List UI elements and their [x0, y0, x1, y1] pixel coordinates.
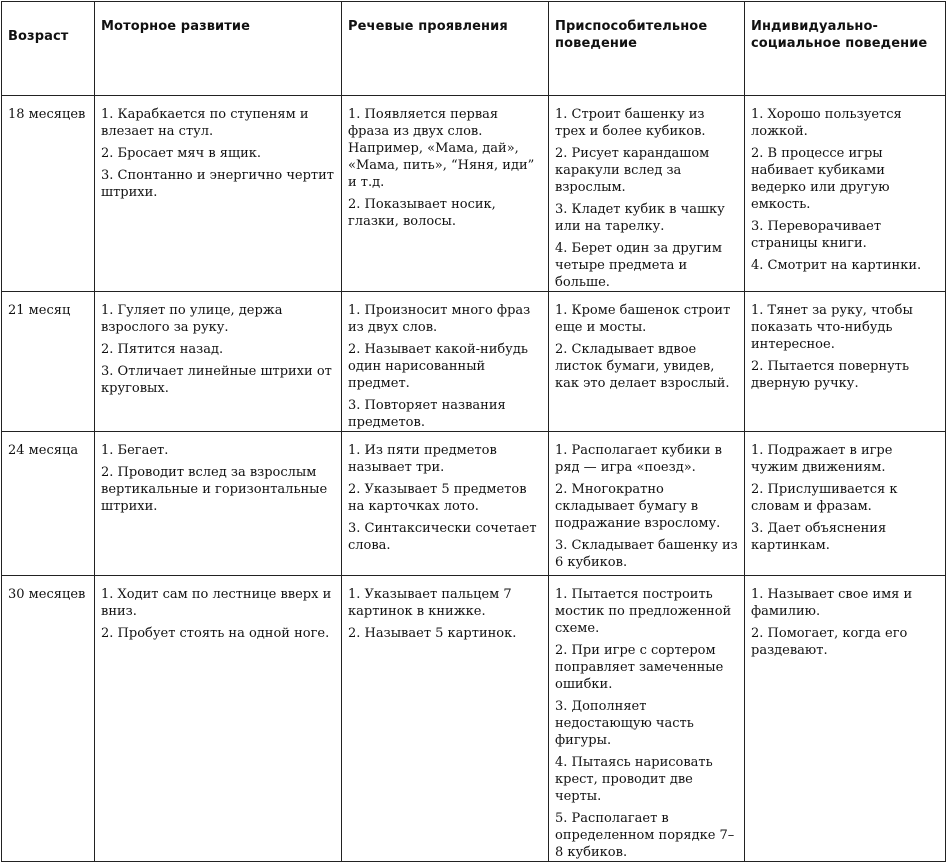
speech-cell: [342, 292, 549, 432]
list-item: 4. Берет один за другим четыре предмета и больше.: [555, 241, 722, 290]
list-item: 2. Пытается повернуть дверную ручку.: [751, 359, 910, 391]
list-item: 1. Гуляет по улице, держа взрослого за руку.: [101, 303, 283, 335]
adaptive-cell: [549, 96, 745, 292]
list-item: 2. Прислушивается к словам и фразам.: [751, 482, 898, 514]
list-item: 1. Карабкается по ступеням и влезает на стул.: [101, 107, 309, 139]
motor-cell: [95, 292, 342, 432]
list-item: 1. Кроме башенок строит еще и мосты.: [555, 303, 731, 335]
list-item: 1. Подражает в игре чужим движениям.: [751, 443, 893, 475]
speech-cell: [342, 96, 549, 292]
social-cell: [745, 96, 946, 292]
list-item: 2. Называет какой-нибудь один нарисованный предмет.: [348, 342, 528, 391]
motor-cell: [95, 96, 342, 292]
list-item: 2. Указывает 5 предметов на карточках лото.: [348, 482, 527, 514]
list-item: 1. Произносит много фраз из двух слов.: [348, 303, 531, 335]
list-item: 2. При игре с сортером поправляет замеченные ошибки.: [555, 643, 724, 692]
social-cell: [745, 576, 946, 862]
table-row: [2, 432, 946, 576]
list-item: 1. Появляется первая фраза из двух слов. Например, «Мама, дай», «Мама, пить», “Няня, иди” и т.д.: [348, 107, 535, 190]
list-item: 5. Располагает в определенном порядке 7–8 кубиков.: [555, 811, 735, 860]
header-social: Индивидуально-социальное поведение: [745, 2, 946, 96]
list-item: 1. Указывает пальцем 7 картинок в книжке.: [348, 587, 512, 619]
list-item: 2. Называет 5 картинок.: [348, 626, 517, 641]
table-row: [2, 292, 946, 432]
list-item: 3. Отличает линейные штрихи от круговых.: [101, 364, 332, 396]
list-item: 3. Дополняет недостающую часть фигуры.: [555, 699, 694, 748]
list-item: 2. Складывает вдвое листок бумаги, увидев, как это делает взрослый.: [555, 342, 730, 391]
list-item: 4. Пытаясь нарисовать крест, проводит две черты.: [555, 755, 713, 804]
list-item: 3. Складывает башенку из 6 кубиков.: [555, 538, 738, 570]
age-cell: 18 месяцев: [2, 96, 95, 292]
list-item: 3. Повторяет названия предметов.: [348, 398, 506, 430]
list-item: 1. Тянет за руку, чтобы показать что-нибудь интересное.: [751, 303, 913, 352]
motor-cell: [95, 432, 342, 576]
list-item: 1. Ходит сам по лестнице вверх и вниз.: [101, 587, 332, 619]
list-item: 1. Называет свое имя и фамилию.: [751, 587, 913, 619]
header-age: Возраст: [2, 2, 95, 96]
list-item: 1. Пытается построить мостик по предложенной схеме.: [555, 587, 732, 636]
list-item: 1. Из пяти предметов называет три.: [348, 443, 497, 475]
age-cell: 24 месяца: [2, 432, 95, 576]
list-item: 1. Бегает.: [101, 443, 169, 458]
header-motor: Моторное развитие: [95, 2, 342, 96]
header-speech: Речевые проявления: [342, 2, 549, 96]
list-item: 1. Располагает кубики в ряд — игра «поезд».: [555, 443, 722, 475]
social-cell: [745, 432, 946, 576]
list-item: 2. Бросает мяч в ящик.: [101, 146, 261, 161]
list-item: 4. Смотрит на картинки.: [751, 258, 922, 273]
list-item: 2. Проводит вслед за взрослым вертикальные и горизонтальные штрихи.: [101, 465, 328, 514]
age-cell: 30 месяцев: [2, 576, 95, 862]
adaptive-cell: [549, 292, 745, 432]
list-item: 1. Хорошо пользуется ложкой.: [751, 107, 902, 139]
list-item: 2. Показывает носик, глазки, волосы.: [348, 197, 496, 229]
adaptive-cell: [549, 576, 745, 862]
list-item: 2. В процессе игры набивает кубиками ведерко или другую емкость.: [751, 146, 890, 212]
list-item: 2. Пробует стоять на одной ноге.: [101, 626, 330, 641]
list-item: 2. Многократно складывает бумагу в подражание взрослому.: [555, 482, 721, 531]
list-item: 3. Переворачивает страницы книги.: [751, 219, 882, 251]
list-item: 3. Спонтанно и энергично чертит штрихи.: [101, 168, 334, 200]
list-item: 3. Синтаксически сочетает слова.: [348, 521, 537, 553]
list-item: 2. Рисует карандашом каракули вслед за взрослым.: [555, 146, 710, 195]
adaptive-cell: [549, 432, 745, 576]
speech-cell: [342, 432, 549, 576]
list-item: 1. Строит башенку из трех и более кубиков.: [555, 107, 706, 139]
list-item: 3. Дает объяснения картинкам.: [751, 521, 887, 553]
social-cell: [745, 292, 946, 432]
table-header: [2, 2, 946, 96]
list-item: 2. Пятится назад.: [101, 342, 224, 357]
speech-cell: [342, 576, 549, 862]
list-item: 3. Кладет кубик в чашку или на тарелку.: [555, 202, 725, 234]
age-cell: 21 месяц: [2, 292, 95, 432]
table-row: [2, 576, 946, 862]
header-row: [2, 2, 946, 96]
table-body: [2, 96, 946, 862]
header-adaptive: Приспособительное поведение: [549, 2, 745, 96]
list-item: 2. Помогает, когда его раздевают.: [751, 626, 908, 658]
motor-cell: [95, 576, 342, 862]
table-row: [2, 96, 946, 292]
